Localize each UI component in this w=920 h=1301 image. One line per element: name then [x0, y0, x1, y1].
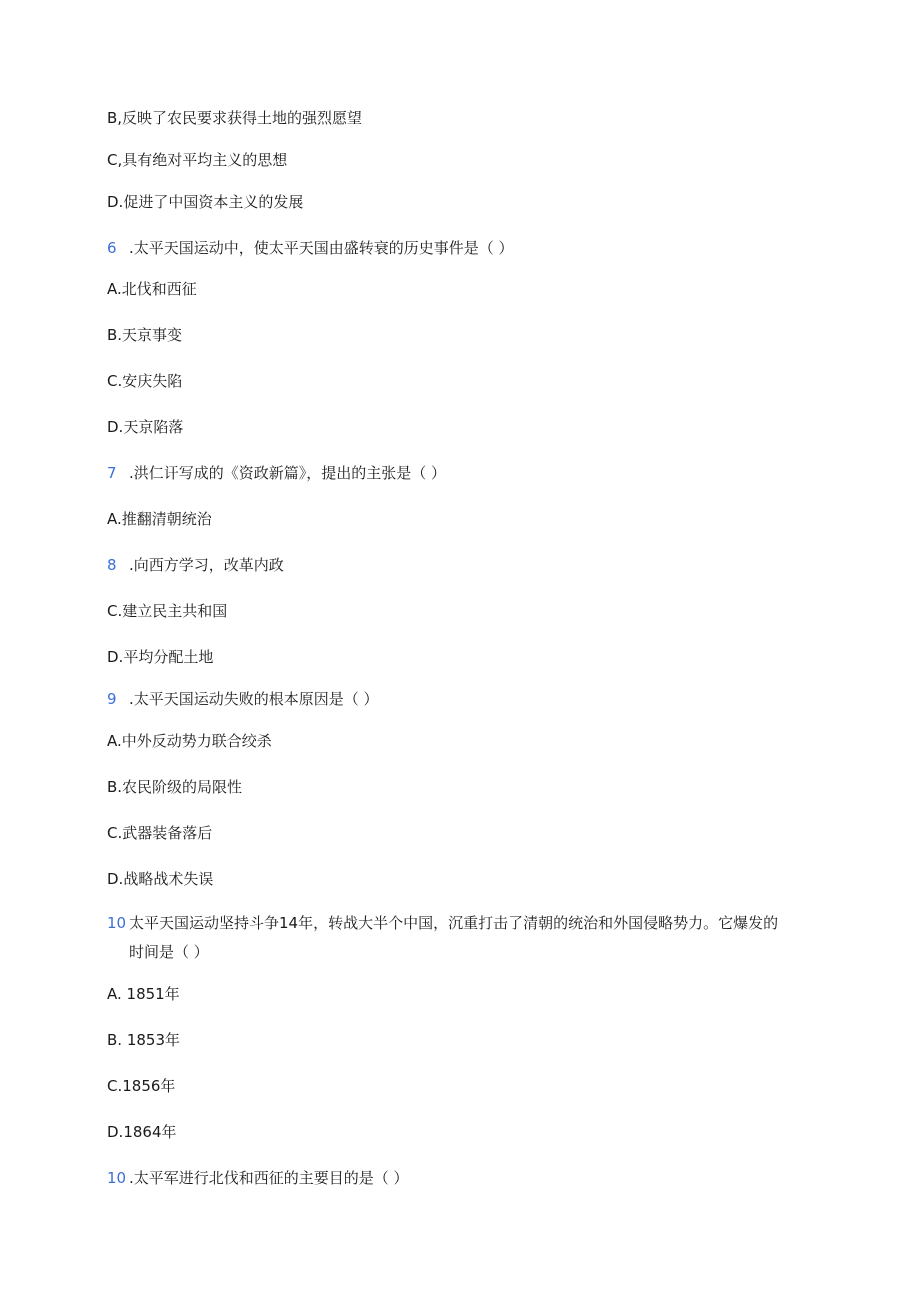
option-line: C,具有绝对平均主义的思想 — [107, 151, 288, 169]
question-text: .向西方学习，改革内政 — [129, 556, 284, 574]
option-line: A. 1851年 — [107, 985, 180, 1003]
question-text-continued: 时间是（ ） — [129, 943, 209, 961]
question-text: .太平军进行北伐和西征的主要目的是（ ） — [129, 1169, 409, 1187]
question-10 — [107, 913, 778, 933]
option-line: D.天京陷落 — [107, 418, 184, 436]
option-line: B,反映了农民要求获得土地的强烈愿望 — [107, 109, 363, 127]
option-line: C.武器装备落后 — [107, 824, 213, 842]
question-number: 10 — [107, 1169, 127, 1187]
question-text: 太平天国运动坚持斗争14年，转战大半个中国，沉重打击了清朝的统治和外国侵略势力。它爆发的 — [129, 914, 779, 932]
question-7 — [107, 463, 446, 483]
question-number: 6 — [107, 239, 117, 257]
option-line: A.推翻清朝统治 — [107, 510, 212, 528]
option-line: A.中外反动势力联合绞杀 — [107, 732, 272, 750]
question-number: 7 — [107, 464, 117, 482]
question-text: .太平天国运动中，使太平天国由盛转衰的历史事件是（ ） — [129, 239, 514, 257]
option-line: C.1856年 — [107, 1077, 176, 1095]
question-6 — [107, 238, 514, 258]
option-line: D.促进了中国资本主义的发展 — [107, 193, 304, 211]
option-line: D.1864年 — [107, 1123, 177, 1141]
question-number: 8 — [107, 556, 117, 574]
question-8 — [107, 555, 284, 575]
option-line: C.建立民主共和国 — [107, 602, 228, 620]
option-line: B. 1853年 — [107, 1031, 181, 1049]
question-text: .太平天国运动失败的根本原因是（ ） — [129, 690, 379, 708]
option-line: B.农民阶级的局限性 — [107, 778, 243, 796]
question-11 — [107, 1168, 409, 1188]
option-line: A.北伐和西征 — [107, 280, 197, 298]
question-9 — [107, 689, 379, 709]
option-line: C.安庆失陷 — [107, 372, 183, 390]
option-line: D.平均分配土地 — [107, 648, 214, 666]
question-text: .洪仁讦写成的《资政新篇》，提出的主张是（ ） — [129, 464, 447, 482]
option-line: D.战略战术失误 — [107, 870, 214, 888]
question-number: 10 — [107, 914, 127, 932]
question-number: 9 — [107, 690, 117, 708]
option-line: B.天京事变 — [107, 326, 183, 344]
